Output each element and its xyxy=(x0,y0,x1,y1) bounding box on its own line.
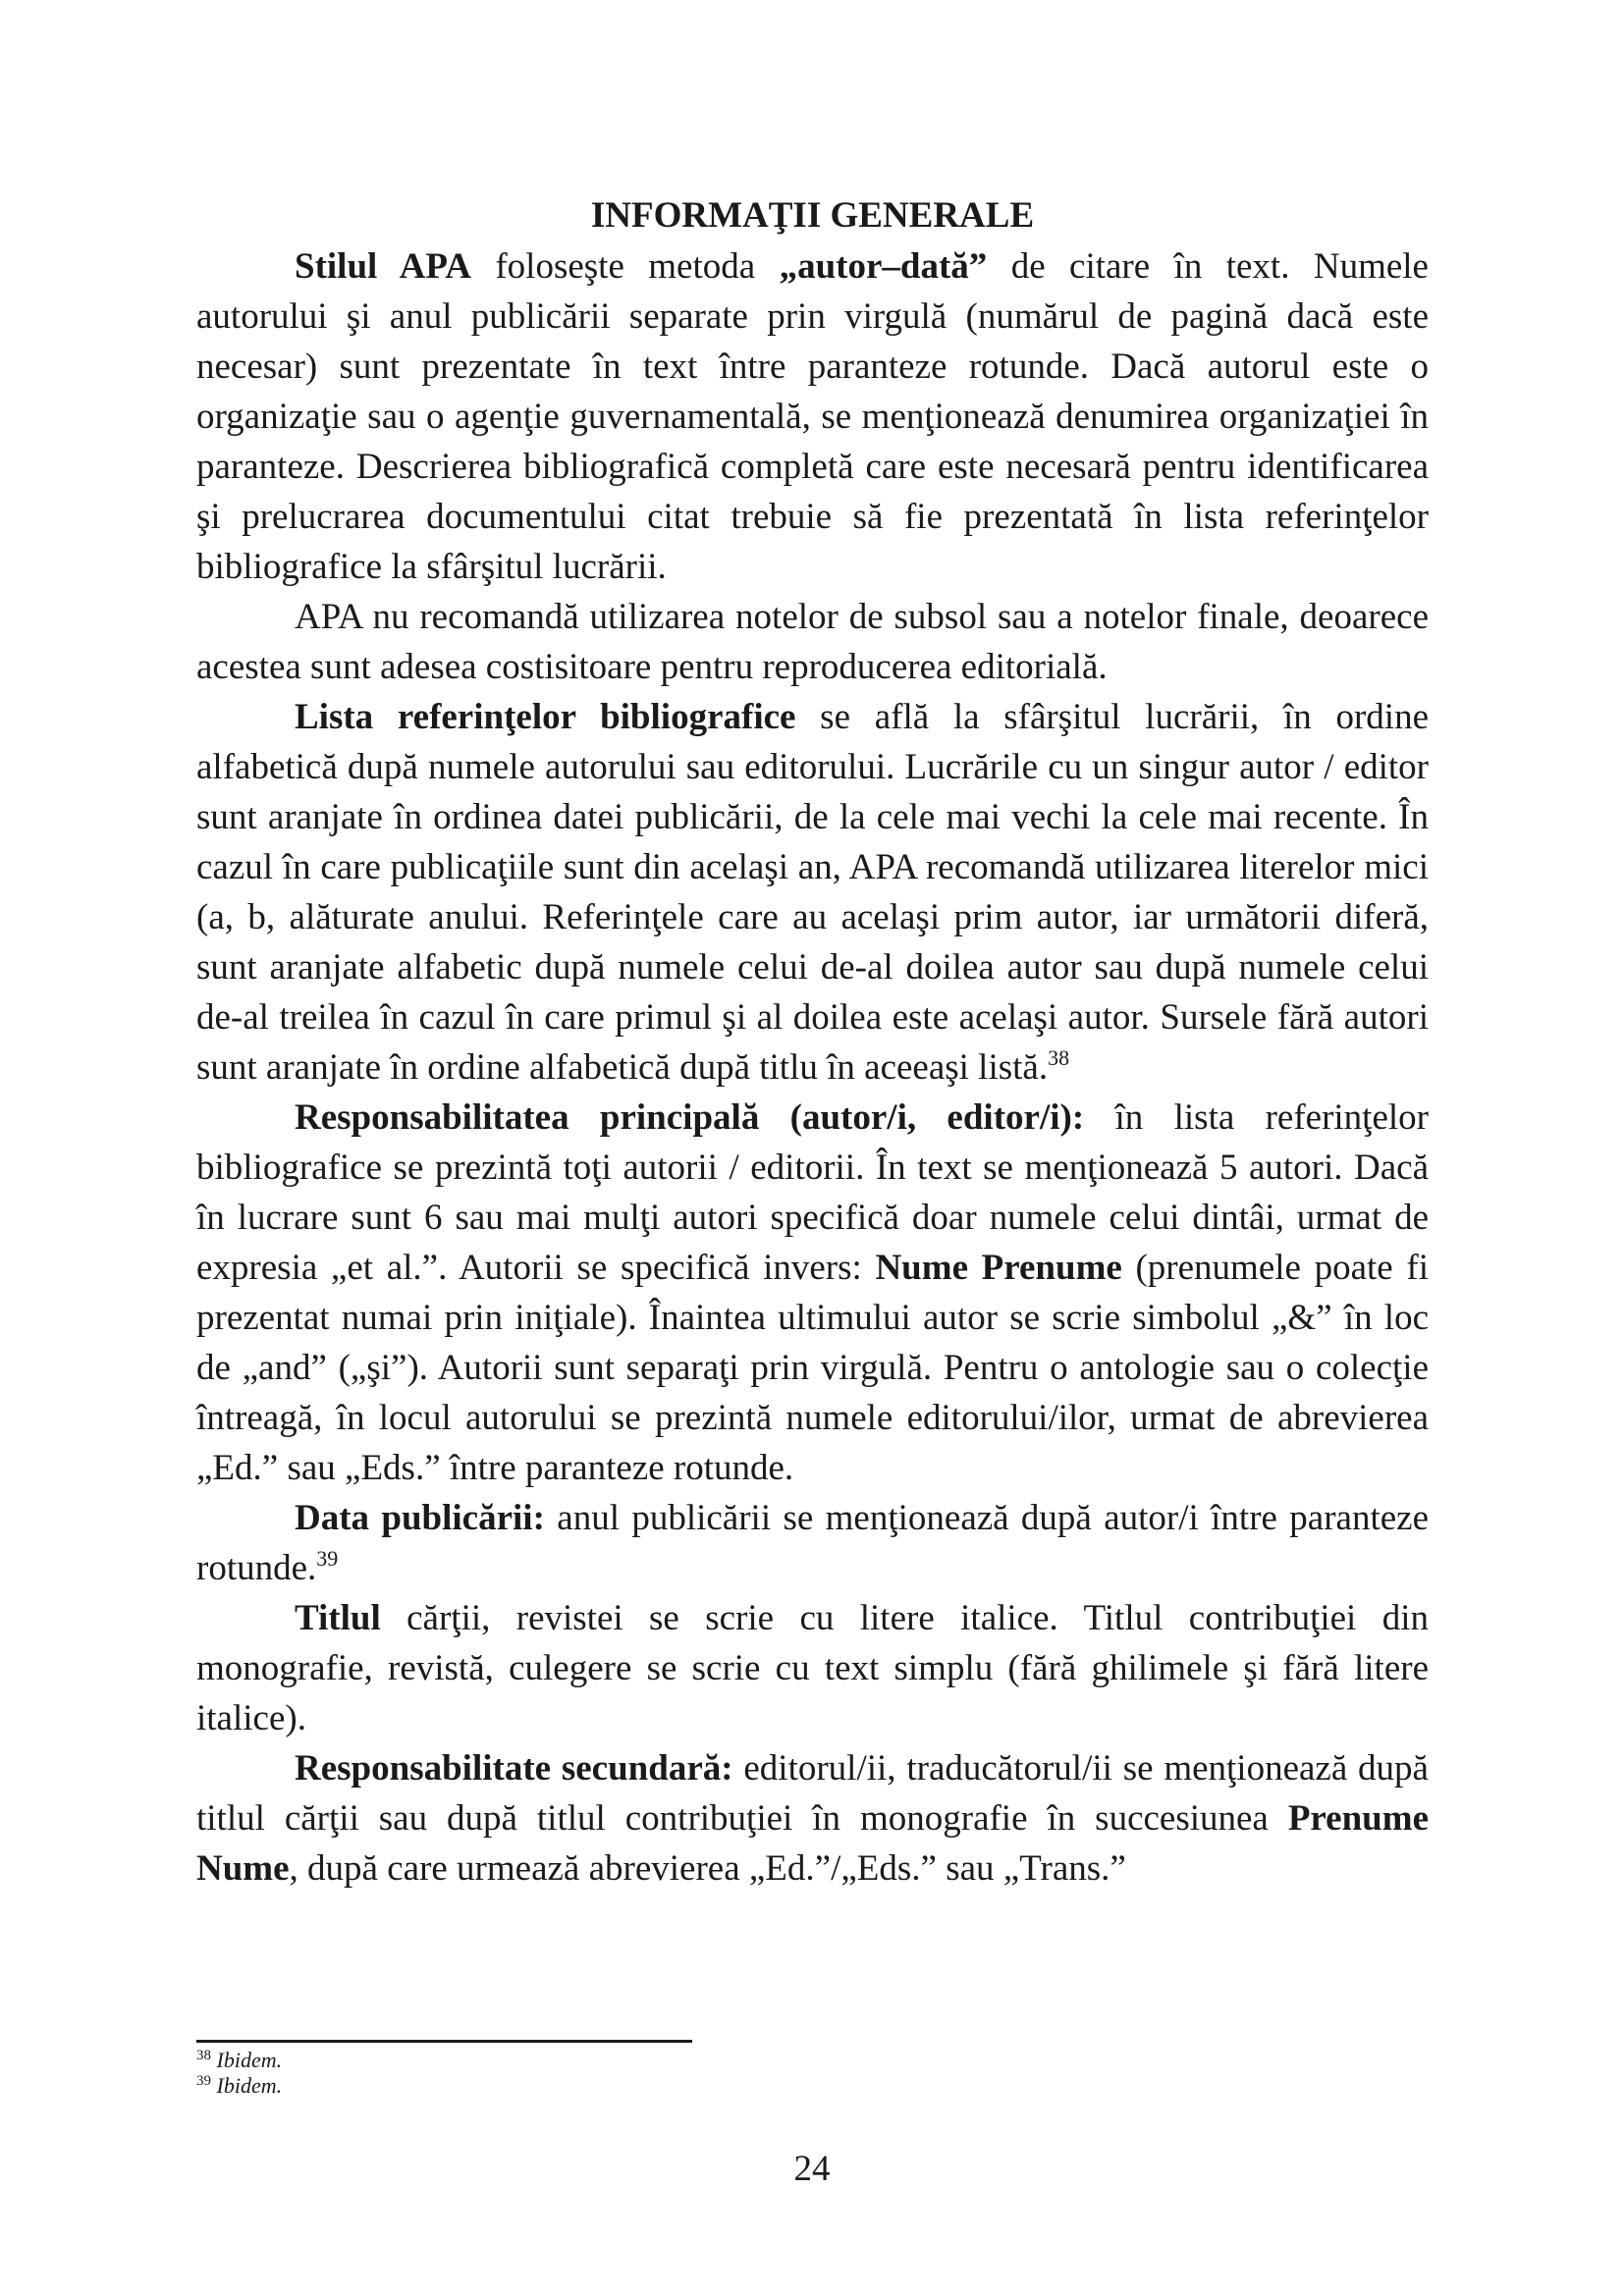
paragraph-main-responsibility xyxy=(196,1093,1429,1493)
page-number: 24 xyxy=(793,2149,831,2189)
paragraph-publication-date xyxy=(196,1493,1429,1593)
footnote-text: Ibidem. xyxy=(216,2048,283,2072)
paragraph-text: APA nu recomandă utilizarea notelor de subsol sau a notelor finale, deoarece acestea sunt adesea costisitoare pentru reproducerea editorială. xyxy=(196,597,1429,687)
paragraph-reference-list xyxy=(196,692,1429,1093)
paragraph-text: (prenumele poate fi prezentat numai prin iniţiale). Înaintea ultimului autor se scrie simbolul „&” în loc de „and” („şi”). Autorii sunt separaţi prin virgulă. Pentru o antologie sau o colecţie întreagă, în locul autorului se prezintă numele editorului/ilor, urmat de abrevierea „Ed.” sau „Eds.” între paranteze rotunde. xyxy=(196,1248,1429,1488)
footnote-number: 38 xyxy=(196,2048,211,2063)
paragraph-text: cărţii, revistei se scrie cu litere italice. Titlul contribuţiei din monografie, revistă, culegere se scrie cu text simplu (fără ghilimele şi fără litere italice). xyxy=(196,1598,1429,1738)
paragraph-text: se află la sfârşitul lucrării, în ordine alfabetică după numele autorului sau editorului. Lucrările cu un singur autor / editor sunt aranjate în ordinea datei publicării, de la cele mai vechi la cele mai recente. În cazul în care publicaţiile sunt din acelaşi an, APA recomandă utilizarea literelor mici (a, b, alăturate anului. Referinţele care au acelaşi prim autor, iar următorii diferă, sunt aranjate alfabetic după numele celui de-al doilea autor sau după numele celui de-al treilea în cazul în care primul şi al doilea este acelaşi autor. Sursele fără autori sunt aranjate în ordine alfabetică după titlu în aceeaşi listă. xyxy=(196,697,1429,1088)
footnote-39 xyxy=(196,2073,884,2099)
paragraph-text: foloseşte metoda xyxy=(470,246,780,287)
footnote-number: 39 xyxy=(196,2073,211,2089)
section-heading: INFORMAŢII GENERALE xyxy=(590,195,1035,236)
footnotes xyxy=(196,2048,884,2099)
footnote-ref-38[interactable]: 38 xyxy=(1048,1045,1070,1070)
term-title: Titlul xyxy=(295,1598,381,1638)
paragraph-footnotes xyxy=(196,592,1429,692)
term-reference-list: Lista referinţelor bibliografice xyxy=(295,697,796,737)
footnote-38 xyxy=(196,2048,884,2073)
paragraph-apa-style xyxy=(196,241,1429,592)
page-body xyxy=(196,196,1429,1894)
term-apa-style: Stilul APA xyxy=(295,246,471,287)
paragraph-text: , după care urmează abrevierea „Ed.”/„Eds.” sau „Trans.” xyxy=(289,1848,1126,1889)
term-main-responsibility: Responsabilitatea principală (autor/i, editor/i): xyxy=(295,1097,1085,1138)
term-publication-date: Data publicării: xyxy=(295,1498,545,1538)
footnote-text: Ibidem. xyxy=(216,2073,283,2098)
footnote-divider xyxy=(196,2040,692,2043)
term-first-name-last-name: Prenume Nume xyxy=(196,1798,1429,1889)
paragraph-text: editorul/ii, traducătorul/ii se menţionează după titlul cărţii sau după titlul contribuţiei în monografie în succesiunea xyxy=(196,1748,1429,1839)
footnote-ref-39[interactable]: 39 xyxy=(316,1546,339,1571)
term-author-date: „autor–dată” xyxy=(779,246,988,287)
term-name-surname: Nume Prenume xyxy=(875,1248,1122,1288)
paragraph-text: anul publicării se menţionează după autor/i între paranteze rotunde. xyxy=(196,1498,1430,1588)
paragraph-text: în lista referinţelor bibliografice se prezintă toţi autorii / editorii. În text se menţionează 5 autori. Dacă în lucrare sunt 6 sau mai mulţi autori specifică doar numele celui dintâi, urmat de expresia „et al.”. Autorii se specifică invers: xyxy=(196,1097,1429,1288)
paragraph-secondary-responsibility xyxy=(196,1743,1429,1894)
term-secondary-responsibility: Responsabilitate secundară: xyxy=(295,1748,733,1789)
paragraph-title xyxy=(196,1593,1429,1743)
paragraph-text: de citare în text. Numele autorului şi anul publicării separate prin virgulă (numărul de pagină dacă este necesar) sunt prezentate în text între paranteze rotunde. Dacă autorul este o organizaţie sau o agenţie guvernamentală, se menţionează denumirea organizaţiei în paranteze. Descrierea bibliografică completă care este necesară pentru identificarea şi prelucrarea documentului citat trebuie să fie prezentată în lista referinţelor bibliografice la sfârşitul lucrării. xyxy=(196,246,1429,587)
